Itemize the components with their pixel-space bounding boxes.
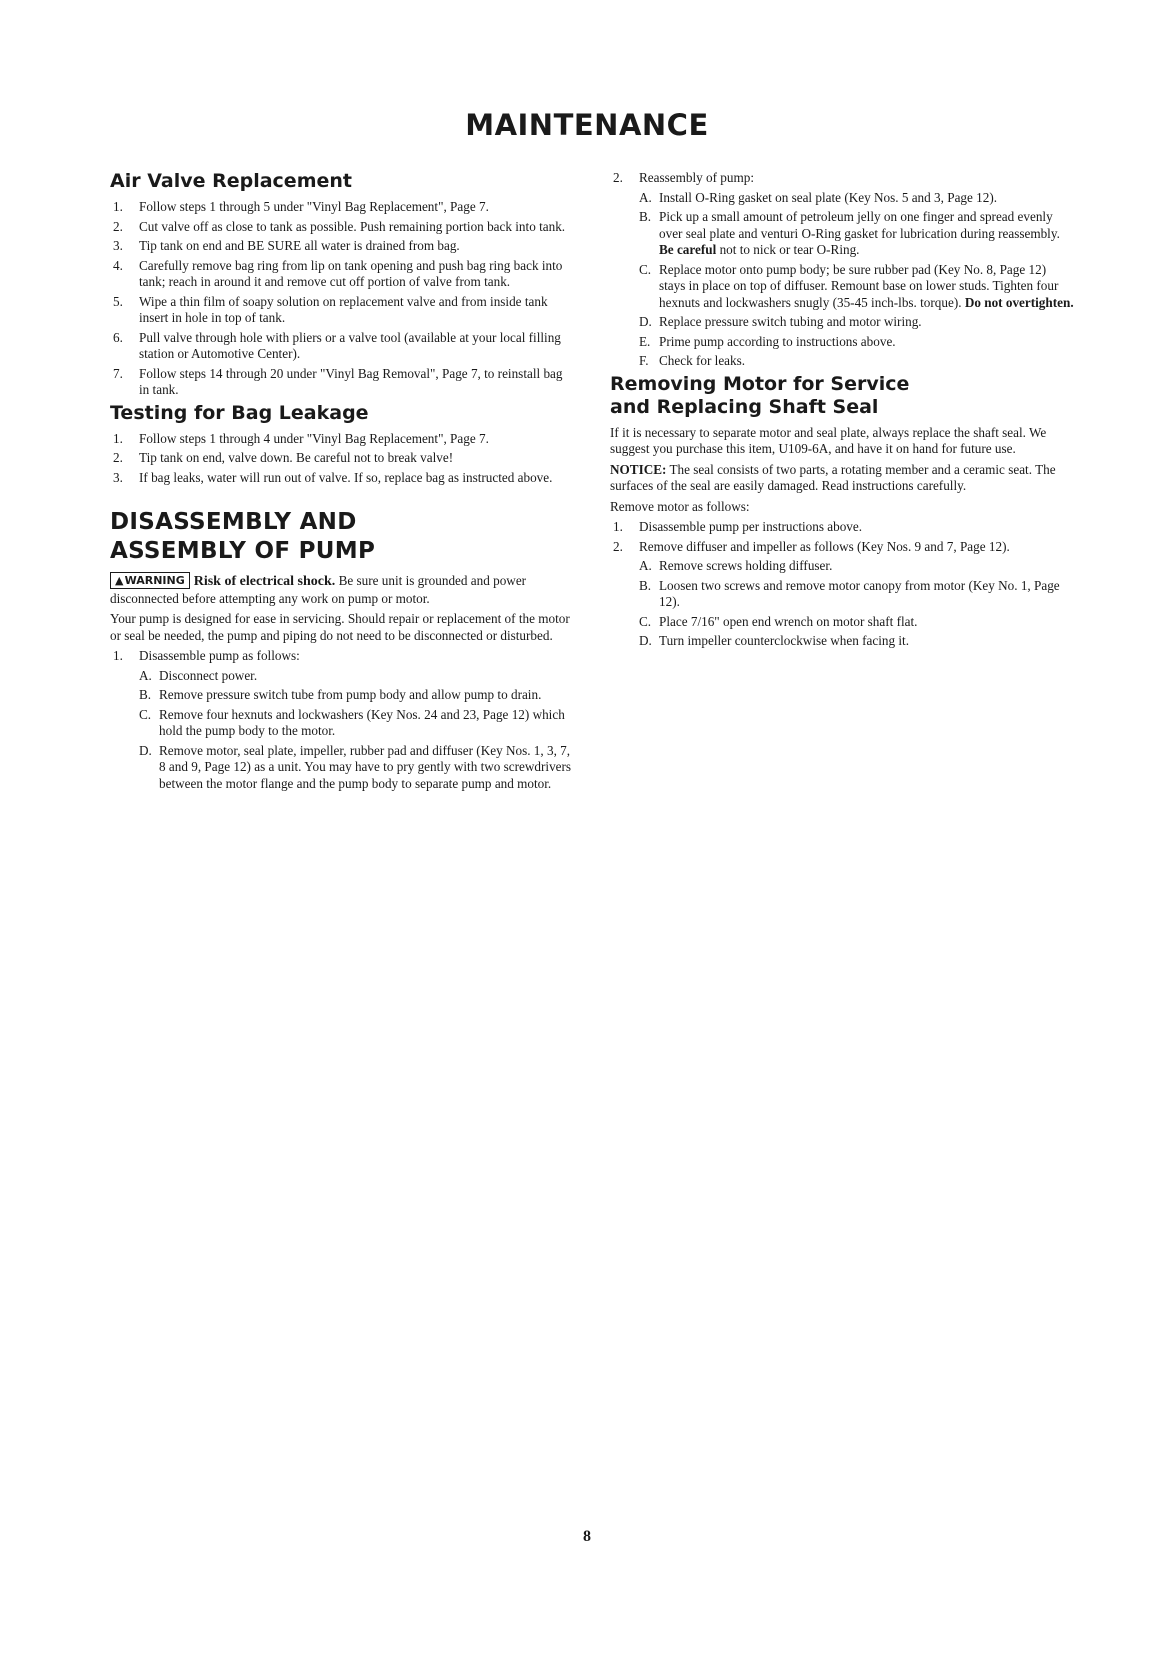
page-title: MAINTENANCE xyxy=(465,108,709,142)
air-valve-steps xyxy=(110,199,575,399)
list-item: D. Turn impeller counterclockwise when facing it. xyxy=(639,633,910,648)
list-item: A. Install O-Ring gasket on seal plate (Key Nos. 5 and 3, Page 12). xyxy=(639,189,998,205)
motor-service-heading: Removing Motor for Service and Replacing Shaft Seal xyxy=(610,372,910,418)
notice-paragraph: NOTICE: The seal consists of two parts, a rotating member and a ceramic seat. The surfaces of the seal are easily damaged. Read instructions carefully. xyxy=(610,461,1056,493)
list-item: E. Prime pump according to instructions above. xyxy=(639,333,896,349)
page-number: 8 xyxy=(583,1528,591,1545)
list-item: D. Remove motor, seal plate, impeller, rubber pad and diffuser (Key Nos. 1, 3, 7, 8 and 9, Page 12) as a unit. You may have to pry gently with two screwdrivers between the motor flange and the pump body to separate pump and motor. xyxy=(139,742,572,791)
list-item: 2. Cut valve off as close to tank as possible. Push remaining portion back into tank. xyxy=(113,218,566,234)
list-item: C. Replace motor onto pump body; be sure rubber pad (Key No. 8, Page 12) stays in place on top of diffuser. Remount base on lower studs. Tighten four hexnuts and lockwashers snugly (35-45 inch-lbs. torque). Do not overtighten. xyxy=(639,261,1074,310)
motor-service-intro: If it is necessary to separate motor and seal plate, always replace the shaft seal. We suggest you purchase this item, U109-6A, and have it on hand for future use. xyxy=(610,424,1047,456)
disassembly-heading: DISASSEMBLY AND ASSEMBLY OF PUMP xyxy=(110,509,376,564)
list-item: 3. If bag leaks, water will run out of valve. If so, replace bag as instructed above. xyxy=(113,469,553,485)
list-item: 2. Remove diffuser and impeller as follows (Key Nos. 9 and 7, Page 12). A. Remove screws holding diffuser. B. Loosen two screws and remove motor canopy from motor (Key No. 1, Page 12). C. Place 7/16" open end wrench on motor shaft flat. D. Turn impeller counterclockwise when facing it. xyxy=(610,539,1075,650)
reassembly-steps xyxy=(610,170,1075,370)
motor-service-steps xyxy=(610,519,1075,650)
right-column xyxy=(610,170,1075,653)
disassembly-steps xyxy=(110,648,575,792)
list-item: 1. Disassemble pump per instructions above. xyxy=(613,519,863,534)
list-item: B. Pick up a small amount of petroleum jelly on one finger and spread evenly over seal plate and venturi O-Ring gasket for lubrication during reassembly. Be careful not to nick or tear O-Ring. xyxy=(639,209,1060,257)
air-valve-heading: Air Valve Replacement xyxy=(110,170,352,192)
disassembly-substeps xyxy=(139,668,575,793)
list-item: 2. Tip tank on end, valve down. Be careful not to break valve! xyxy=(113,450,454,465)
list-item: C. Place 7/16" open end wrench on motor shaft flat. xyxy=(639,613,918,629)
list-item: 4. Carefully remove bag ring from lip on tank opening and push bag ring back into tank; reach in around it and remove cut off portion of valve from tank. xyxy=(113,257,563,289)
list-item: 5. Wipe a thin film of soapy solution on replacement valve and from inside tank insert in hole in top of tank. xyxy=(113,293,548,325)
bag-leakage-heading: Testing for Bag Leakage xyxy=(110,401,369,424)
list-item: D. Replace pressure switch tubing and motor wiring. xyxy=(639,314,922,329)
disassembly-intro: Your pump is designed for ease in servicing. Should repair or replacement of the motor or seal be needed, the pump and piping do not need to be disconnected or disturbed. xyxy=(110,611,570,643)
motor-service-substeps xyxy=(639,558,1075,650)
bag-leakage-steps xyxy=(110,431,575,487)
list-item: A. Disconnect power. xyxy=(139,667,258,683)
left-column xyxy=(110,170,575,795)
list-item: A. Remove screws holding diffuser. xyxy=(639,558,833,573)
list-item: 3. Tip tank on end and BE SURE all water is drained from bag. xyxy=(113,238,460,253)
list-item: 6. Pull valve through hole with pliers or a valve tool (available at your local filling station or Automotive Center). xyxy=(113,329,561,361)
list-item: B. Loosen two screws and remove motor canopy from motor (Key No. 1, Page 12). xyxy=(639,577,1060,609)
list-item: B. Remove pressure switch tube from pump body and allow pump to drain. xyxy=(139,687,542,702)
remove-motor-intro: Remove motor as follows: xyxy=(610,498,750,514)
reassembly-substeps xyxy=(639,190,1075,370)
list-item: 7. Follow steps 14 through 20 under "Vinyl Bag Removal", Page 7, to reinstall bag in tank. xyxy=(113,365,563,397)
warning-badge: ▲ WARNING xyxy=(110,572,190,589)
list-item: 2. Reassembly of pump: A. Install O-Ring gasket on seal plate (Key Nos. 5 and 3, Page 12). B. Pick up a small amount of petroleum jelly on one finger and spread evenly over seal plate and venturi O-Ring gasket for lubrication during reassembly. Be careful not to nick or tear O-Ring. C. Replace motor onto pump body; be sure rubber pad (Key No. 8, Page 12) stays in place on top of diffuser. Remount base on lower studs. Tighten four hexnuts and lockwashers snugly (35-45 inch-lbs. torque). Do not overtighten. D. Replace pressure switch tubing and motor wiring. E. Prime pump according to instructions above. F. Check for leaks. xyxy=(613,170,1074,368)
list-item: C. Remove four hexnuts and lockwashers (Key Nos. 24 and 23, Page 12) which hold the pump body to the motor. xyxy=(139,706,565,738)
list-item: 1. Follow steps 1 through 5 under "Vinyl Bag Replacement", Page 7. xyxy=(113,199,489,214)
warning-paragraph: ▲ WARNING Risk of electrical shock. Be sure unit is grounded and power disconnected before attempting any work on pump or motor. xyxy=(110,573,527,606)
list-item: 1. Disassemble pump as follows: A. Disconnect power. B. Remove pressure switch tube from pump body and allow pump to drain. C. Remove four hexnuts and lockwashers (Key Nos. 24 and 23, Page 12) which hold the pump body to the motor. D. Remove motor, seal plate, impeller, rubber pad and diffuser (Key Nos. 1, 3, 7, 8 and 9, Page 12) as a unit. You may have to pry gently with two screwdrivers between the motor flange and the pump body to separate pump and motor. xyxy=(110,648,575,792)
warning-triangle-icon: ▲ xyxy=(115,574,124,587)
list-item: F. Check for leaks. xyxy=(639,353,746,368)
list-item: 1. Follow steps 1 through 4 under "Vinyl Bag Replacement", Page 7. xyxy=(113,430,489,446)
notice-label: NOTICE: xyxy=(610,461,667,477)
